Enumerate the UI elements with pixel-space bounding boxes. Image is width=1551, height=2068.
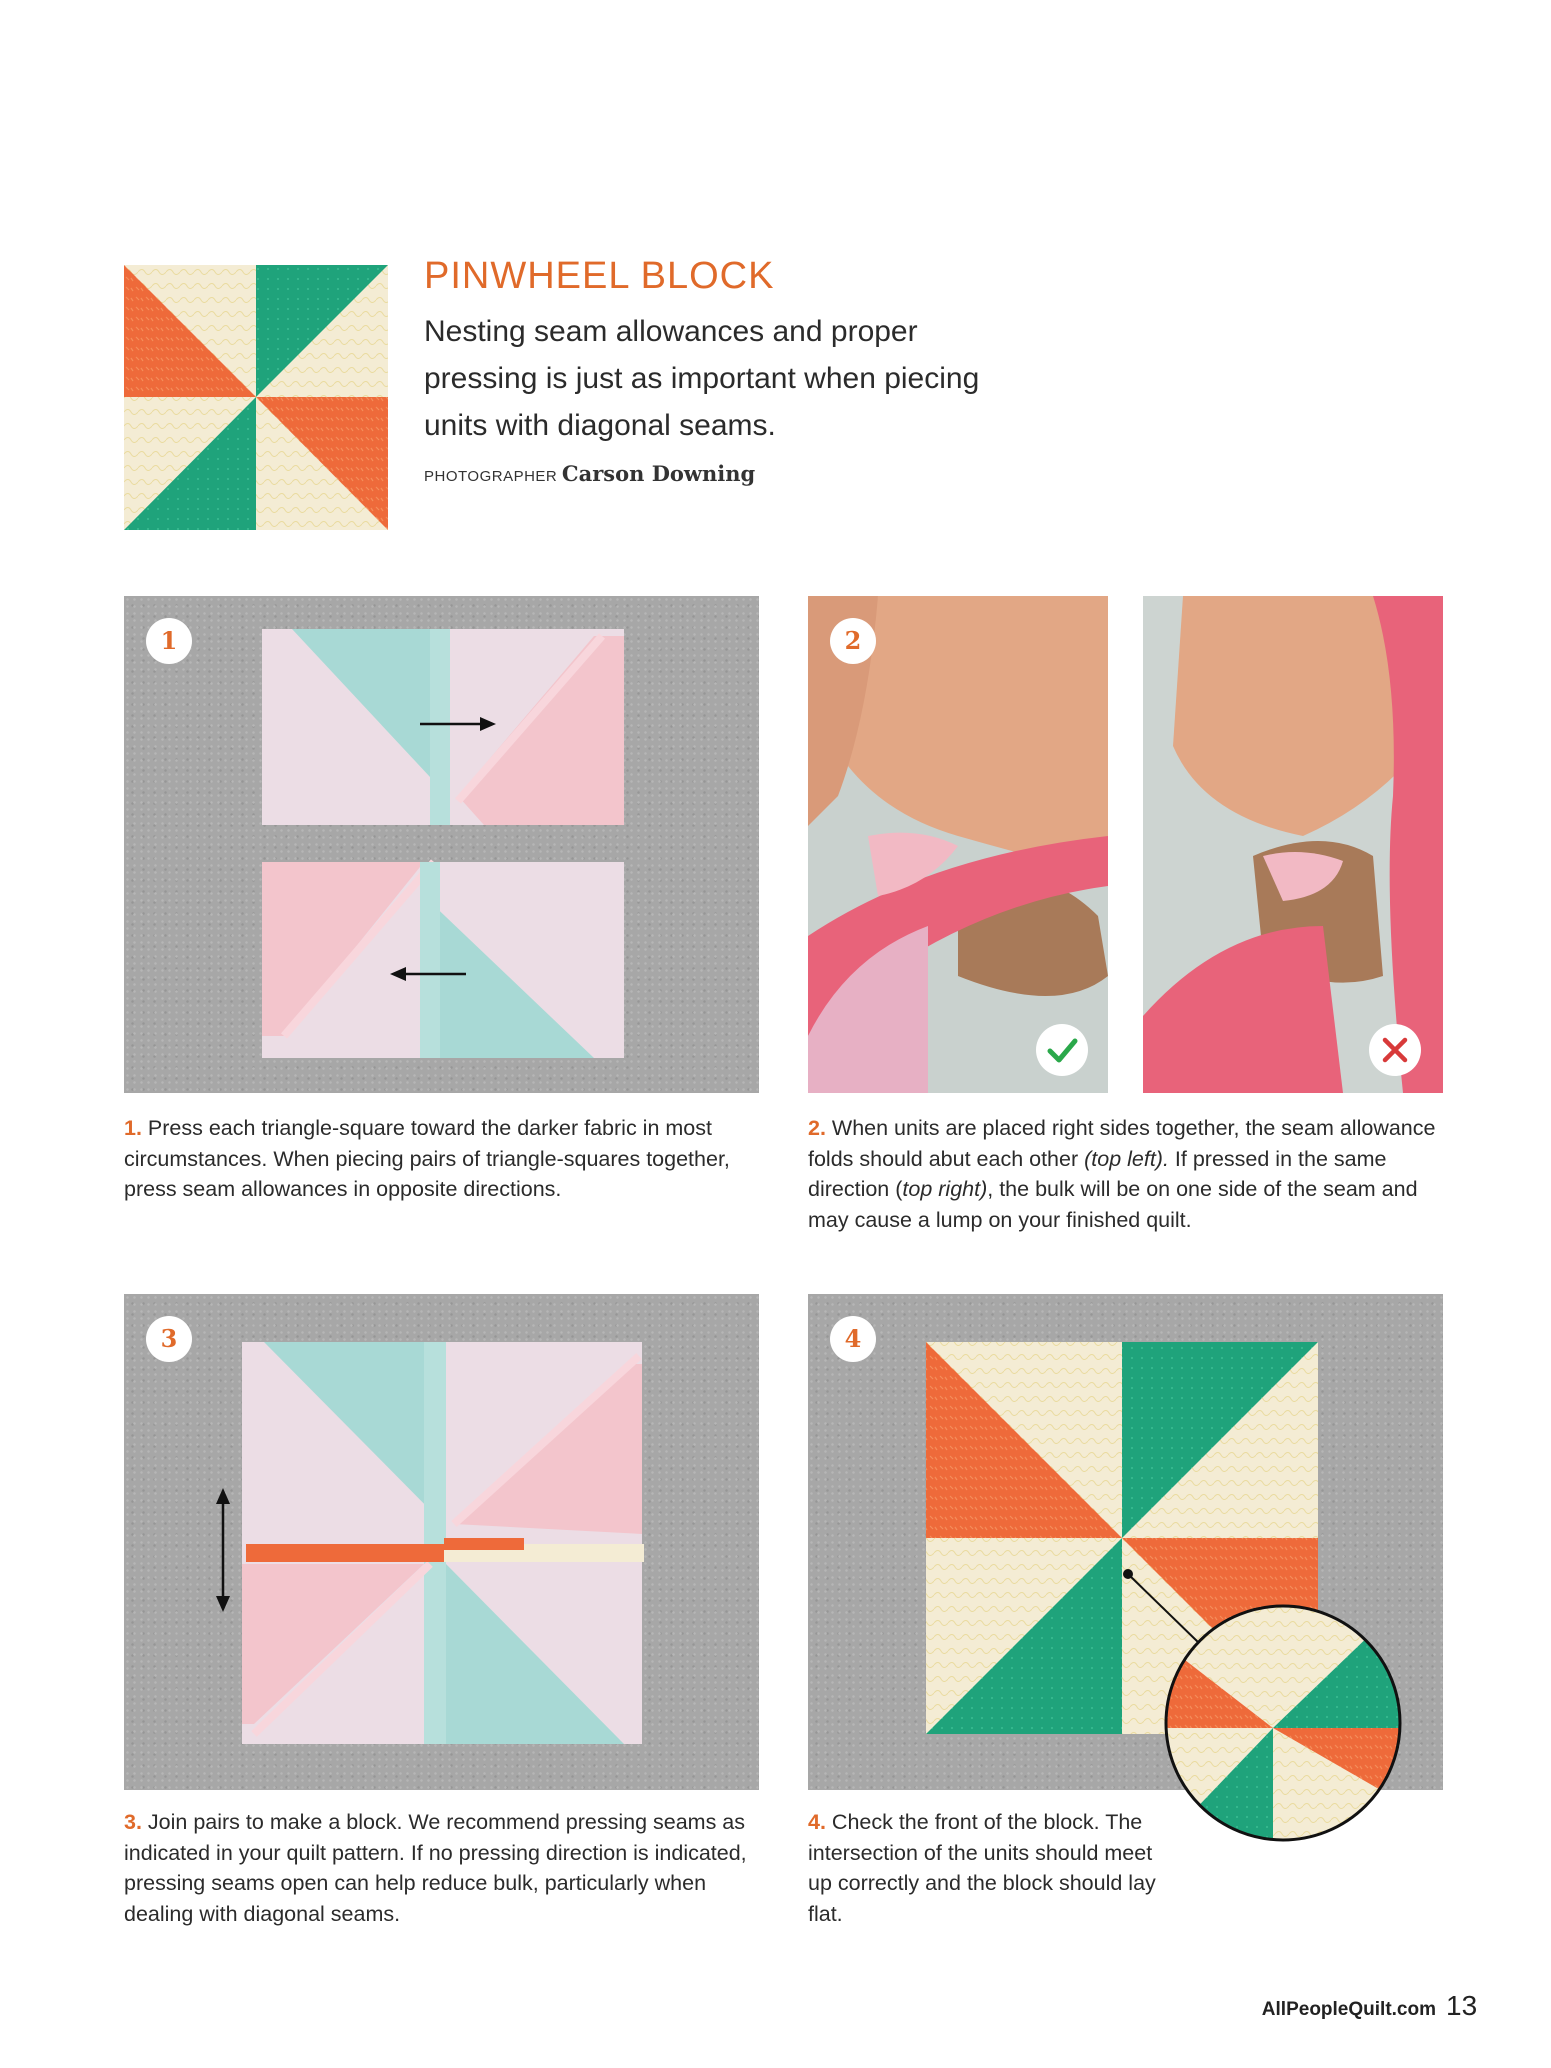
credit-name: Carson Downing (561, 461, 756, 486)
step-2-photo-left (808, 596, 1108, 1093)
x-icon (1369, 1024, 1421, 1076)
step-3-photo (124, 1294, 759, 1790)
page-number: 13 (1446, 1990, 1478, 2021)
photo-credit (424, 461, 755, 486)
arrow-right-icon (420, 714, 496, 734)
step-1-photo (124, 596, 759, 1093)
step-badge: 1 (146, 618, 192, 664)
step-number: 2. (808, 1116, 826, 1140)
step-2-left-illustration (808, 596, 1108, 1093)
step-text-em-b: top right) (902, 1177, 988, 1201)
page-title: PINWHEEL BLOCK (424, 255, 775, 297)
step-2-photo-right (1143, 596, 1443, 1093)
step-2-caption (808, 1113, 1448, 1235)
step-badge: 2 (830, 618, 876, 664)
step-text-a: When units are placed right sides together, the seam allowance folds should abut each other (808, 1116, 1436, 1171)
step-badge: 4 (830, 1316, 876, 1362)
step-badge: 3 (146, 1316, 192, 1362)
check-icon (1036, 1024, 1088, 1076)
step-number: 4. (808, 1810, 826, 1834)
intersection-zoom-image (1163, 1603, 1403, 1843)
step-text: Check the front of the block. The intersection of the units should meet up correctly and the block should lay flat. (808, 1810, 1156, 1926)
arrow-left-icon (390, 964, 466, 984)
step-3-caption (124, 1807, 764, 1929)
step-2-right-illustration (1143, 596, 1443, 1093)
step-4-caption (808, 1807, 1168, 1929)
step-text-c: , the bulk will be on one side of the seam and may cause a lump on your finished quilt. (808, 1177, 1418, 1232)
step-text: Press each triangle-square toward the darker fabric in most circumstances. When piecing pairs of triangle-squares together, press seam allowances in opposite directions. (124, 1116, 730, 1201)
step-number: 1. (124, 1116, 142, 1140)
credit-label: PHOTOGRAPHER (424, 468, 558, 485)
footer-site-link[interactable]: AllPeopleQuilt.com (1261, 1999, 1436, 2020)
pinwheel-block-image (124, 265, 388, 530)
step-number: 3. (124, 1810, 142, 1834)
step-text-em-a: (top left). (1084, 1146, 1169, 1171)
page-subtitle: Nesting seam allowances and proper pressing is just as important when piecing units with diagonal seams. (424, 315, 980, 442)
arrow-vertical-icon (213, 1488, 233, 1612)
step-text-b: If pressed in the same direction ( (808, 1146, 1387, 1201)
step-1-illustration (124, 596, 759, 1093)
step-text: Join pairs to make a block. We recommend pressing seams as indicated in your quilt pattern. If no pressing direction is indicated, pressing seams open can help reduce bulk, particularly when dealing with diagonal seams. (124, 1810, 747, 1926)
step-1-caption (124, 1113, 764, 1205)
